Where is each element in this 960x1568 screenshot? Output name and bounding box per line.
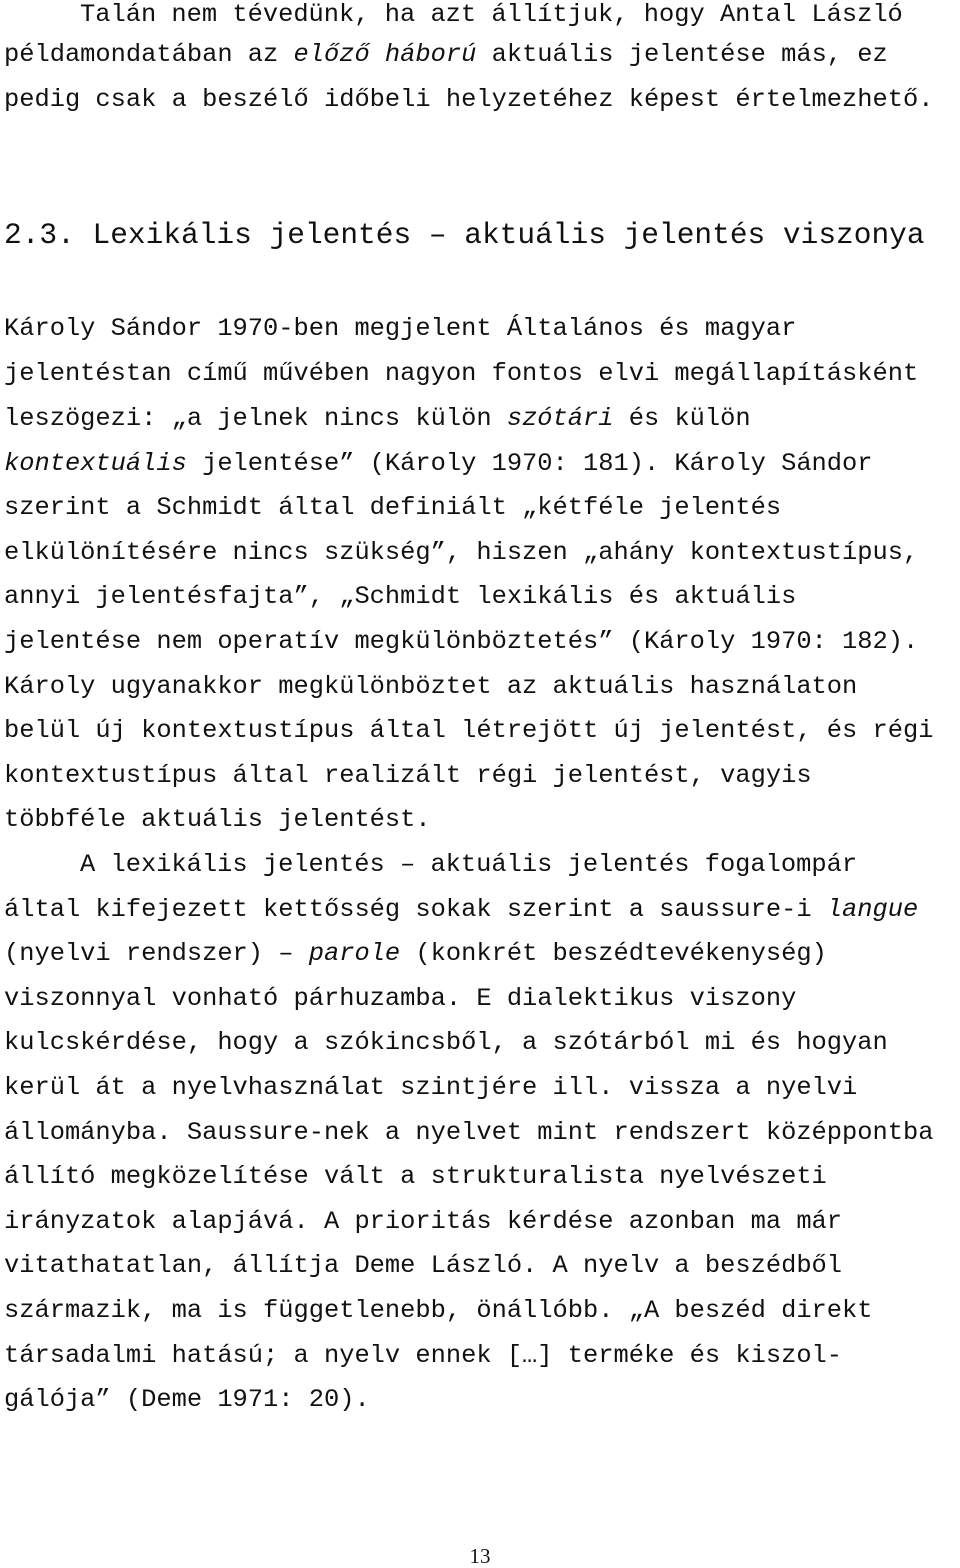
section-heading: 2.3. Lexikális jelentés – aktuális jelentés viszonya (4, 218, 925, 252)
text-line: leszögezi: „a jelnek nincs külön szótári és külön (4, 404, 751, 433)
text-line: irányzatok alapjává. A prioritás kérdése azonban ma már (4, 1207, 843, 1236)
text-line: kontextustípus által realizált régi jelentést, vagyis (4, 761, 812, 790)
text-line: vitathatatlan, állítja Deme László. A nyelv a beszédből (4, 1251, 843, 1280)
text-line: állományba. Saussure-nek a nyelvet mint rendszert középpontba (4, 1118, 934, 1147)
text-line: belül új kontextustípus által létrejött új jelentést, és régi (4, 716, 934, 745)
text-line: által kifejezett kettősség sokak szerint a saussure-i langue (4, 895, 919, 924)
text-line: jelentéstan című művében nagyon fontos elvi megállapításként (4, 359, 919, 388)
text-line: szerint a Schmidt által definiált „kétféle jelentés (4, 493, 782, 522)
text-line: A lexikális jelentés – aktuális jelentés fogalompár (80, 850, 858, 879)
text-line: Károly ugyanakkor megkülönböztet az aktuális használaton (4, 672, 858, 701)
text-line: példamondatában az előző háború aktuális jelentése más, ez (4, 40, 888, 69)
text-line: viszonnyal vonható párhuzamba. E dialektikus viszony (4, 984, 797, 1013)
text-line: annyi jelentésfajta”, „Schmidt lexikális és aktuális (4, 582, 797, 611)
text-line: kontextuális jelentése” (Károly 1970: 181). Károly Sándor (4, 449, 873, 478)
text-line: elkülönítésére nincs szükség”, hiszen „ahány kontextustípus, (4, 538, 919, 567)
text-line: származik, ma is függetlenebb, önállóbb. „A beszéd direkt (4, 1296, 873, 1325)
text-line: pedig csak a beszélő időbeli helyzetéhez képest értelmezhető. (4, 85, 934, 114)
text-line: gálója” (Deme 1971: 20). (4, 1385, 370, 1414)
text-line: jelentése nem operatív megkülönböztetés” (Károly 1970: 182). (4, 627, 919, 656)
page-number: 13 (469, 1544, 491, 1568)
text-line: Károly Sándor 1970-ben megjelent Általános és magyar (4, 314, 797, 343)
text-line: Talán nem tévedünk, ha azt állítjuk, hogy Antal László (80, 0, 903, 29)
text-line: (nyelvi rendszer) – parole (konkrét beszédtevékenység) (4, 939, 827, 968)
text-line: többféle aktuális jelentést. (4, 805, 431, 834)
text-line: társadalmi hatású; a nyelv ennek […] terméke és kiszol- (4, 1341, 843, 1370)
text-line: kulcskérdése, hogy a szókincsből, a szótárból mi és hogyan (4, 1028, 888, 1057)
text-line: állító megközelítése vált a strukturalista nyelvészeti (4, 1162, 827, 1191)
text-line: kerül át a nyelvhasználat szintjére ill. vissza a nyelvi (4, 1073, 858, 1102)
